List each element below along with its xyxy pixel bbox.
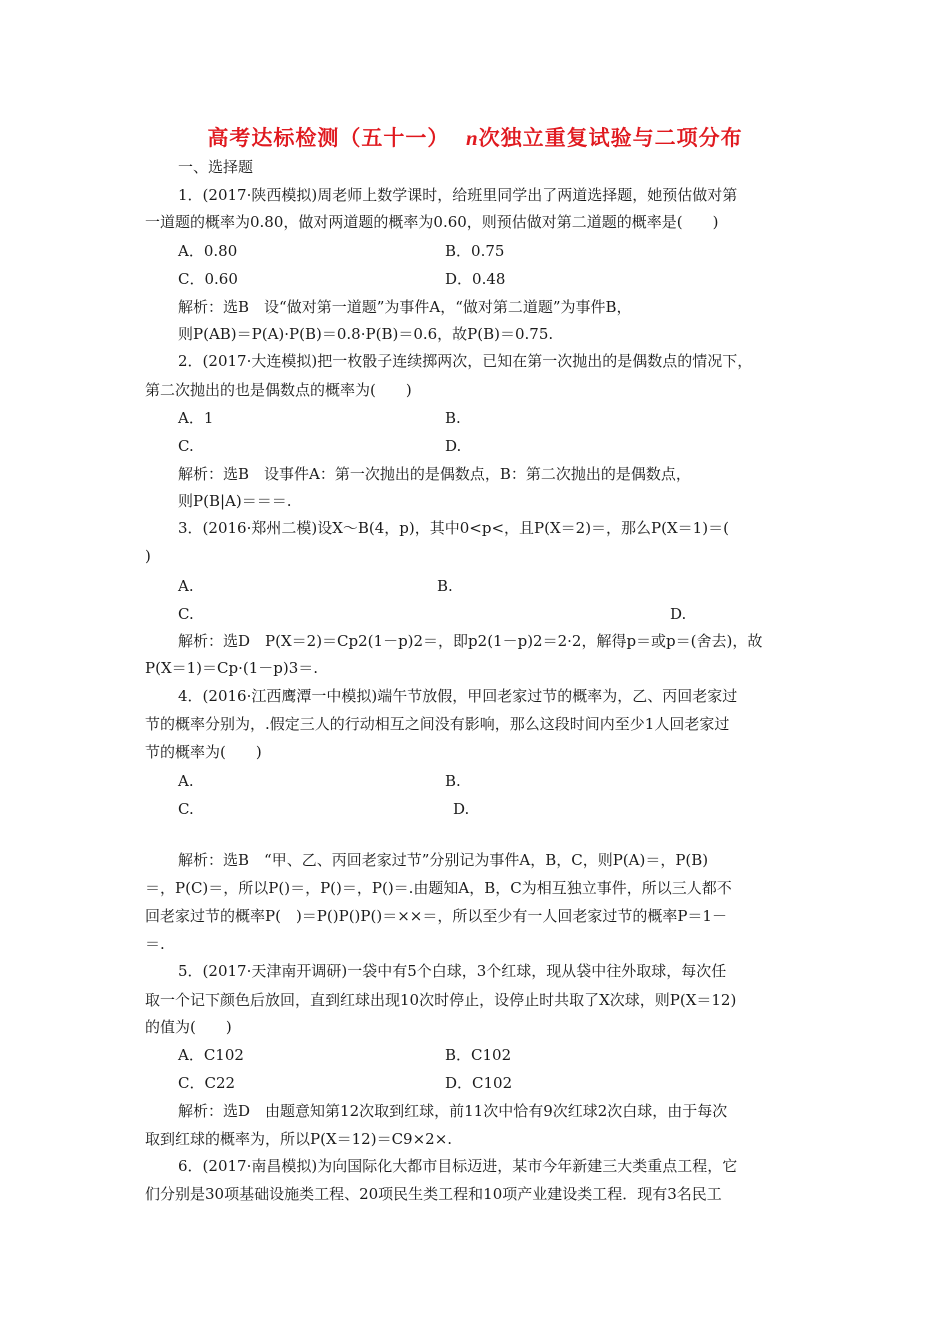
q4-option-d: D.	[453, 800, 470, 818]
q2-line2: 第二次抛出的也是偶数点的概率为( )	[145, 381, 412, 399]
q6-line2: 们分别是30项基础设施类工程、20项民生类工程和10项产业建设类工程．现有3名民工	[145, 1185, 722, 1203]
section-heading: 一、选择题	[178, 158, 254, 176]
q2-option-d: D.	[445, 437, 462, 455]
q5-line2: 取一个记下颜色后放回，直到红球出现10次时停止，设停止时共取了X次球，则P(X＝12)	[145, 991, 737, 1009]
q3-option-b: B.	[437, 577, 453, 595]
q5-option-a: A．C102	[178, 1046, 244, 1064]
page-title: 高考达标检测（五十一） n次独立重复试验与二项分布	[207, 125, 743, 150]
q1-option-a: A．0.80	[178, 242, 238, 260]
q6-line1: 6．(2017·南昌模拟)为向国际化大都市目标迈进，某市今年新建三大类重点工程，它	[178, 1157, 738, 1175]
q1-option-b: B．0.75	[445, 242, 505, 260]
q4-option-a: A.	[178, 772, 194, 790]
q1-solution-line2: 则P(AB)＝P(A)·P(B)＝0.8·P(B)＝0.6，故P(B)＝0.75.	[178, 325, 554, 343]
q2-line1: 2．(2017·大连模拟)把一枚骰子连续掷两次，已知在第一次抛出的是偶数点的情况下，	[178, 352, 753, 370]
q4-line3: 节的概率为( )	[145, 743, 262, 761]
q4-solution-line3: 回老家过节的概率P( )＝P()P()P()＝××＝，所以至少有一人回老家过节的概率P＝1－	[145, 907, 727, 925]
q2-solution-line1: 解析：选B 设事件A：第一次抛出的是偶数点，B：第二次抛出的是偶数点，	[178, 465, 691, 483]
q3-line2: )	[145, 547, 151, 565]
q5-solution-line1: 解析：选D 由题意知第12次取到红球，前11次中恰有9次红球2次白球，由于每次	[178, 1102, 728, 1120]
q3-solution-line2: P(X＝1)＝Cp·(1－p)3＝.	[145, 659, 319, 677]
q1-solution-line1: 解析：选B 设“做对第一道题”为事件A，“做对第二道题”为事件B，	[178, 298, 632, 316]
q2-option-b: B.	[445, 409, 461, 427]
q3-line1: 3．(2016·郑州二模)设X～B(4，p)，其中0<p<，且P(X＝2)＝，那么P(X＝1)＝(	[178, 519, 729, 537]
q2-option-a: A．1	[178, 409, 214, 427]
q2-option-c: C.	[178, 437, 194, 455]
q5-solution-line2: 取到红球的概率为，所以P(X＝12)＝C9×2×.	[145, 1130, 453, 1148]
q1-option-d: D．0.48	[445, 270, 506, 288]
q2-solution-line2: 则P(B|A)＝＝＝.	[178, 492, 292, 510]
q4-line1: 4．(2016·江西鹰潭一中模拟)端午节放假，甲回老家过节的概率为，乙、丙回老家过	[178, 687, 738, 705]
q5-line1: 5．(2017·天津南开调研)一袋中有5个白球，3个红球，现从袋中往外取球，每次任	[178, 962, 727, 980]
q4-solution-line2: ＝，P(C)＝，所以P()＝，P()＝，P()＝.由题知A，B，C为相互独立事件，所以三人都不	[145, 879, 732, 897]
q5-option-c: C．C22	[178, 1074, 236, 1092]
q5-option-d: D．C102	[445, 1074, 513, 1092]
q3-solution-line1: 解析：选D P(X＝2)＝Cp2(1－p)2＝，即p2(1－p)2＝2·2，解得p＝或p＝(舍去)，故	[178, 632, 763, 650]
q4-option-c: C.	[178, 800, 194, 818]
q5-option-b: B．C102	[445, 1046, 512, 1064]
q4-option-b: B.	[445, 772, 461, 790]
q4-solution-line1: 解析：选B “甲、乙、丙回老家过节”分别记为事件A，B，C，则P(A)＝，P(B)	[178, 851, 709, 869]
q1-line2: 一道题的概率为0.80，做对两道题的概率为0.60，则预估做对第二道题的概率是( )	[145, 213, 719, 231]
q4-line2: 节的概率分别为，.假定三人的行动相互之间没有影响，那么这段时间内至少1人回老家过	[145, 715, 730, 733]
q3-option-c: C.	[178, 605, 194, 623]
q3-option-d: D.	[670, 605, 687, 623]
q3-option-a: A.	[178, 577, 194, 595]
q4-solution-line4: ＝.	[145, 935, 165, 953]
q5-line3: 的值为( )	[145, 1018, 232, 1036]
q1-line1: 1．(2017·陕西模拟)周老师上数学课时，给班里同学出了两道选择题，她预估做对第	[178, 186, 738, 204]
q1-option-c: C．0.60	[178, 270, 238, 288]
